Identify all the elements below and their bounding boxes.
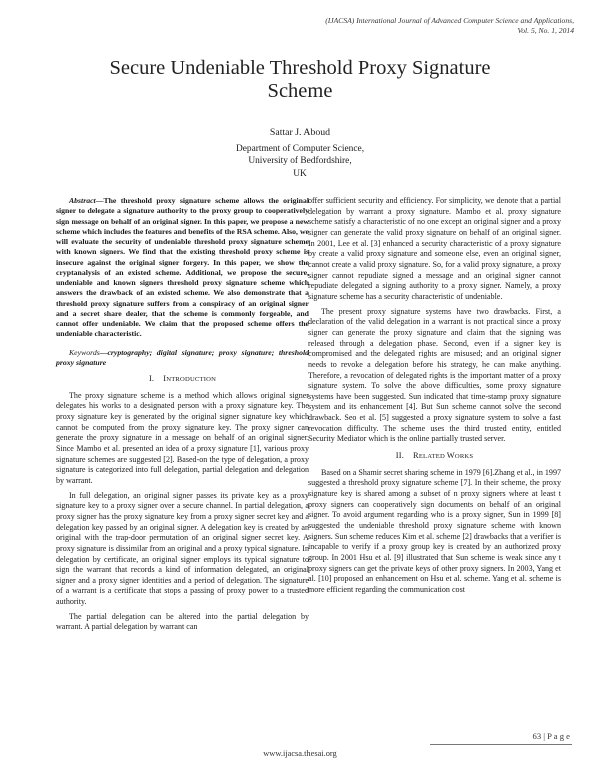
section-title-rest: NTRODUCTION	[166, 376, 217, 383]
paragraph: The proxy signature scheme is a method which allows original signer delegates his works to a designated person with a proxy signature key. The proxy signature key is generated by the original signer signature key which cannot be computed from the proxy signature key. The proxy signer can generate the proxy signature in a message on behalf of an original signer. Since Mambo et al. presented an idea of a proxy signature [1], various proxy signature schemes are suggested [2]. Based-on the type of delegation, a proxy signature is categorized into full delegation, partial delegation and delegation by warrant.	[56, 390, 309, 485]
keywords	[56, 348, 309, 369]
author-affiliation-3: UK	[293, 168, 307, 179]
left-column	[56, 196, 309, 637]
abstract-text: —The threshold proxy signature scheme allows the original signer to delegate a signature authority to the proxy group to cooperatively sign message on behalf of an original signer. In this paper, we propose a new scheme which includes the features and benefits of the RSA scheme. Also, we will evaluate the security of undeniable threshold proxy signature scheme with known signers. We find that the existing threshold proxy scheme is insecure against the original signer forgery. In this paper, we show the cryptanalysis of an existed scheme. Additional, we propose the secure, undeniable and known signers threshold proxy signature scheme which answers the drawback of an existed scheme. We also demonstrate that a threshold proxy signature suffers from a conspiracy of an original signer and a secret share dealer, that the scheme is commonly forgeable, and cannot offer undeniable. We claim that the proposed scheme offers the undeniable characteristic.	[56, 196, 309, 339]
section-title-rest-2: ORKS	[454, 453, 474, 461]
section-heading-related-works	[308, 451, 561, 463]
abstract-lead: Abstract	[69, 196, 96, 205]
footer-url: www.ijacsa.thesai.org	[263, 749, 337, 758]
paragraph: offer sufficient security and efficiency. For simplicity, we denote that a partial delegation by warrant a proxy signature. Mambo et al. proxy signature scheme satisfy a characteristic of no one except an original signer and a proxy signer can generate the valid proxy signature on behalf of an original signer. In 2001, Lee et al. [3] enhanced a security characteristic of a proxy signature by create a valid proxy signature and someone else, even an original signer, cannot create a valid proxy signature. So, for a valid proxy signature, a proxy signer cannot repudiate signed a message and an original signer cannot repudiate delegated a signing authority to a proxy signer. Namely, a proxy signature scheme has a security characteristic of undeniable.	[308, 196, 561, 301]
paragraph: In full delegation, an original signer passes its private key as a proxy signature key to a proxy signer over a secure channel. In partial delegation, a proxy signer has the proxy signature key from a proxy signer secret key and a delegation key passed by an original signer. A delegation key is created by an original with the trap-door permutation of an original signer secret key. A proxy signature is dissimilar from an original and a proxy typical signature. In delegation by certificate, an original signer employs its typical signature to sign the warrant that records a kind of information delegated, an original signer and a proxy signer identities and a period of delegation. The signature of a warrant is a certificate that stops a passing of proxy power to a trusted authority.	[56, 490, 309, 607]
paragraph: The present proxy signature systems have two drawbacks. First, a declaration of the valid delegation in a warrant is not practical since a proxy signer can generate the proxy signature and claim that the signing was released through a delegation phase. Second, even if a signer key is compromised and the delegated rights are misused; and an original signer needs to revoke a delegation before his strategy, he can make anything. Therefore, a revocation of delegated rights is the important matter of a proxy signature system. To solve the above difficulties, some proxy signature systems have been suggested. Sun indicated that time-stamp proxy signature system and its enhancement [4]. But Sun scheme cannot solve the second drawback. Seo et al. [5] suggested a proxy signature system to solve a fast revocation difficulty. The scheme uses the third trusted entity, entitled Security Mediator which is the online partially trusted server.	[308, 306, 561, 444]
paragraph: The partial delegation can be altered into the partial delegation by warrant. A partial delegation by warrant can	[56, 611, 309, 632]
section-title-initial-2: W	[446, 451, 455, 461]
paper-title-line2: Scheme	[267, 80, 333, 102]
abstract	[56, 196, 309, 340]
section-number: II.	[395, 451, 405, 461]
journal-volume: Vol. 5, No. 1, 2014	[517, 26, 574, 35]
section-number: I.	[148, 374, 155, 383]
right-column	[308, 196, 561, 600]
paragraph: Based on a Shamir secret sharing scheme in 1979 [6].Zhang et al., in 1997 suggested a threshold proxy signature scheme [7]. In their scheme, the proxy signature key is shared among a subset of n proxy signers where at least t proxy signers can cooperatively sign documents on behalf of an original signer. To avoid argument regarding who is a proxy signer, Sun in 1999 [8] suggested the undeniable threshold proxy signature scheme with known signers. Sun scheme reduces Kim et al. scheme [2] drawbacks that a verifier is incapable to verify if a proxy group key is created by an authorized proxy group. In 2001 Hsu et al. [9] illustrated that Sun scheme is weak since any t proxy signers can get the private keys of other proxy signers. In 2003, Yang et al. [10] proposed an enhancement on Hsu et al. scheme. Yang et al. scheme is more efficient regarding the communication cost	[308, 467, 561, 594]
author-affiliation-1: Department of Computer Science,	[235, 143, 365, 154]
journal-header	[325, 16, 574, 36]
footer-divider	[430, 744, 572, 745]
paper-title	[40, 57, 560, 103]
paper-title-line1: Secure Undeniable Threshold Proxy Signature	[109, 57, 491, 79]
keywords-text: —cryptography; digital signature; proxy signature; threshold proxy signature	[56, 347, 309, 367]
author-affiliation-2: University of Bedfordshire,	[248, 156, 352, 167]
section-title-rest: ELATED	[418, 453, 447, 461]
section-heading-introduction	[56, 374, 309, 386]
keywords-lead: Keywords	[69, 347, 100, 357]
author-block	[100, 127, 500, 180]
page-number: 63 | P a g e	[532, 731, 570, 741]
section-title-initial: I	[163, 374, 167, 383]
journal-name: (IJACSA) International Journal of Advanced Computer Science and Applications,	[325, 16, 574, 25]
section-title-initial: R	[413, 451, 419, 461]
author-name: Sattar J. Aboud	[269, 127, 331, 138]
